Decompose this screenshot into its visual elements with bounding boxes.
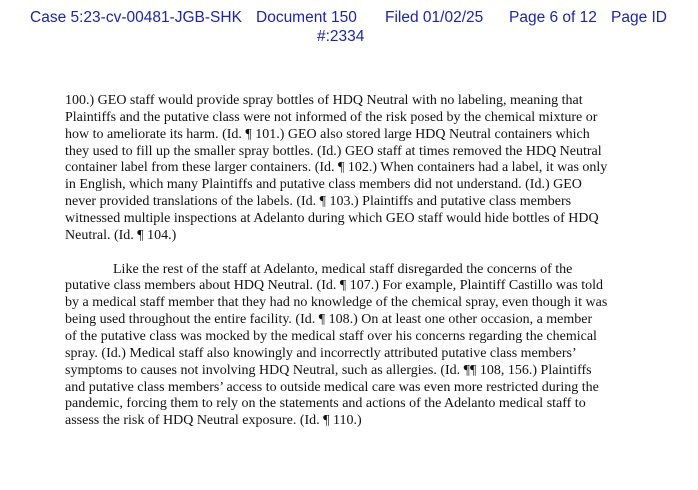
text-line: never provided translations of the labels. (Id. ¶ 103.) Plaintiffs and putative class members: [65, 194, 572, 210]
text-line: they used to fill up the smaller spray bottles. (Id.) GEO staff at times removed the HDQ Neutral: [65, 143, 602, 159]
text-line: by a medical staff member that they had no knowledge of the chemical spray, even though it was: [65, 295, 608, 311]
filed-date: Filed 01/02/25: [385, 9, 484, 26]
paragraph-gap: [65, 245, 645, 262]
document-body: [65, 93, 645, 430]
text-line: assess the risk of HDQ Neutral exposure. (Id. ¶ 110.): [65, 413, 362, 429]
text-line: being used throughout the entire facility. (Id. ¶ 108.) On at least one other occasion, a member: [65, 312, 593, 328]
text-line: witnessed multiple inspections at Adelanto during which GEO staff would hide bottles of HDQ: [65, 210, 599, 226]
text-line: Like the rest of the staff at Adelanto, medical staff disregarded the concerns of the: [113, 261, 573, 277]
text-line: spray. (Id.) Medical staff also knowingly and incorrectly attributed putative class members’: [65, 345, 577, 361]
case-number: Case 5:23-cv-00481-JGB-SHK: [30, 9, 242, 26]
text-line: how to ameliorate its harm. (Id. ¶ 101.) GEO also stored large HDQ Neutral containers which: [65, 126, 590, 142]
text-line: Neutral. (Id. ¶ 104.): [65, 227, 177, 243]
text-line: in English, which many Plaintiffs and putative class members did not understand. (Id.) GEO: [65, 177, 582, 193]
page-number: Page 6 of 12: [509, 9, 597, 26]
text-line: container label from these larger containers. (Id. ¶ 102.) When containers had a label, it was only: [65, 160, 608, 176]
page-id-label: Page ID: [611, 9, 668, 26]
paragraph-1: [65, 93, 645, 245]
text-line: pandemic, forcing them to rely on the statements and actions of the Adelanto medical staff to: [65, 396, 586, 412]
text-line: and putative class members’ access to outside medical care was even more restricted during the: [65, 379, 599, 395]
text-line: symptoms to causes not involving HDQ Neutral, such as allergies. (Id. ¶¶ 108, 156.) Plaintiffs: [65, 362, 592, 378]
text-line: 100.) GEO staff would provide spray bottles of HDQ Neutral with no labeling, meaning that: [65, 93, 583, 108]
text-line: of the putative class was mocked by the medical staff over his concerns regarding the chemical: [65, 328, 597, 344]
text-line: Plaintiffs and the putative class were not informed of the risk posed by the chemical mixture or: [65, 109, 598, 125]
document-number: Document 150: [256, 9, 357, 26]
page-id-number: #:2334: [317, 28, 365, 45]
paragraph-2: [65, 262, 645, 430]
text-line: putative class members about HDQ Neutral. (Id. ¶ 107.) For example, Plaintiff Castillo was told: [65, 278, 603, 294]
